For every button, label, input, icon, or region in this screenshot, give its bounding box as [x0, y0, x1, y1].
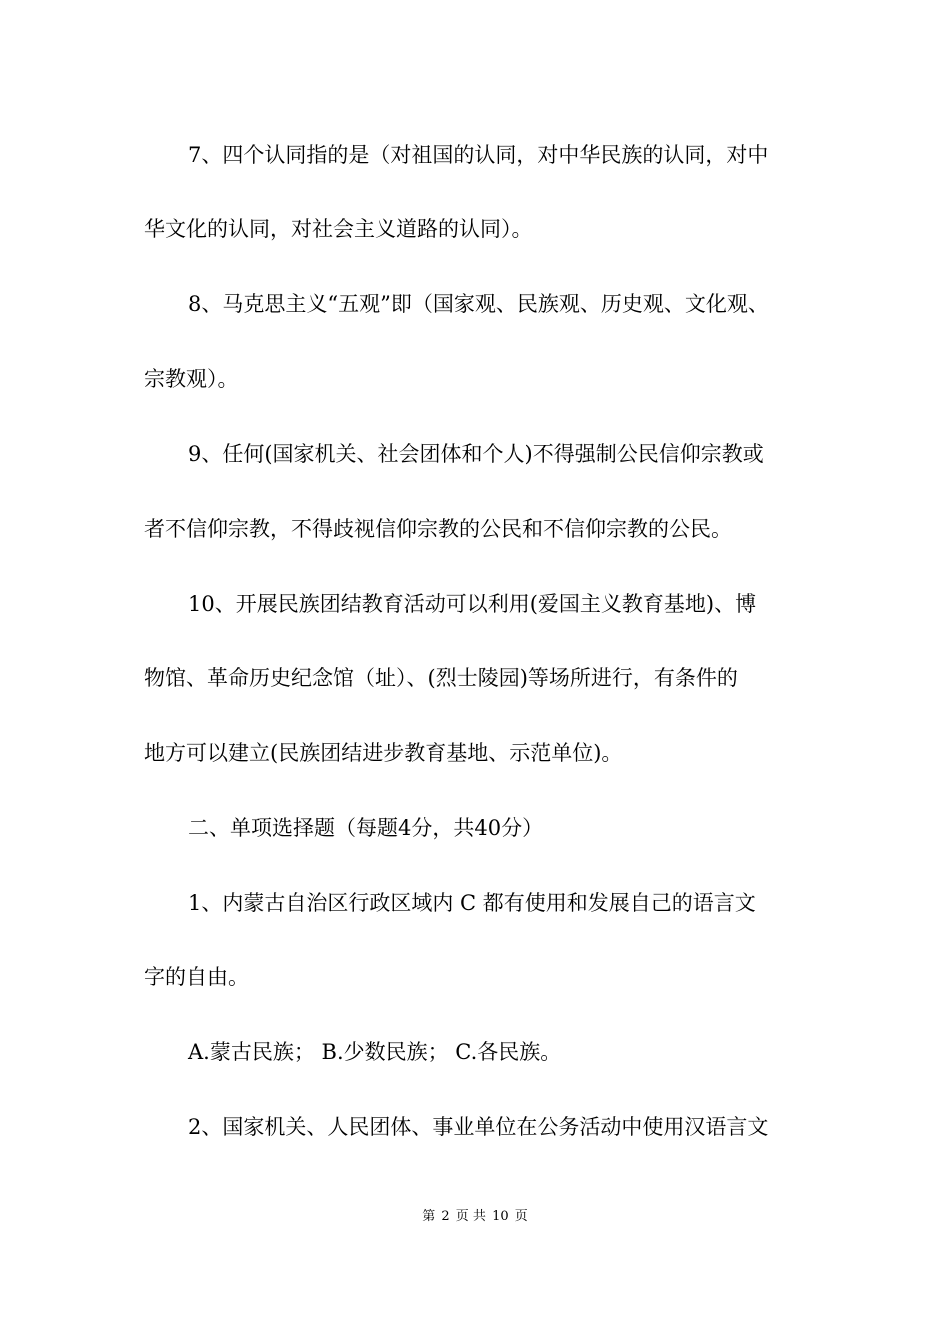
question-9-line-1: 9、任何(国家机关、社会团体和个人)不得强制公民信仰宗教或 [188, 442, 764, 466]
question-8-line-2: 宗教观）。 [144, 367, 239, 391]
question-10-line-1: 10、开展民族团结教育活动可以利用(爱国主义教育基地)、博 [188, 592, 757, 616]
section-heading: 二、单项选择题（每题4分，共40分） [188, 816, 544, 840]
question-9-line-2: 者不信仰宗教，不得歧视信仰宗教的公民和不信仰宗教的公民。 [144, 517, 732, 541]
footer-suffix: 页 [514, 1209, 528, 1224]
footer-current-page: 2 [441, 1209, 450, 1224]
question-7-line-2: 华文化的认同，对社会主义道路的认同）。 [144, 217, 533, 241]
choice-question-1-line-1: 1、内蒙古自治区行政区域内 C 都有使用和发展自己的语言文 [188, 891, 756, 915]
question-10-line-2: 物馆、革命历史纪念馆（址）、(烈士陵园)等场所进行，有条件的 [144, 666, 738, 690]
question-10-line-3: 地方可以建立(民族团结进步教育基地、示范单位)。 [144, 741, 623, 765]
choice-question-1-line-2: 字的自由。 [144, 965, 249, 989]
footer-total-pages: 10 [492, 1209, 509, 1224]
choice-question-2-line-1: 2、国家机关、人民团体、事业单位在公务活动中使用汉语言文 [188, 1115, 769, 1139]
footer-middle: 页 共 [455, 1209, 486, 1224]
page-footer [0, 1208, 950, 1226]
question-8-line-1: 8、马克思主义“五观”即（国家观、民族观、历史观、文化观、 [188, 292, 769, 316]
question-7-line-1: 7、四个认同指的是（对祖国的认同，对中华民族的认同，对中 [188, 143, 769, 167]
choice-question-1-options: A.蒙古民族； B.少数民族； C.各民族。 [188, 1040, 562, 1064]
footer-prefix: 第 [422, 1209, 436, 1224]
